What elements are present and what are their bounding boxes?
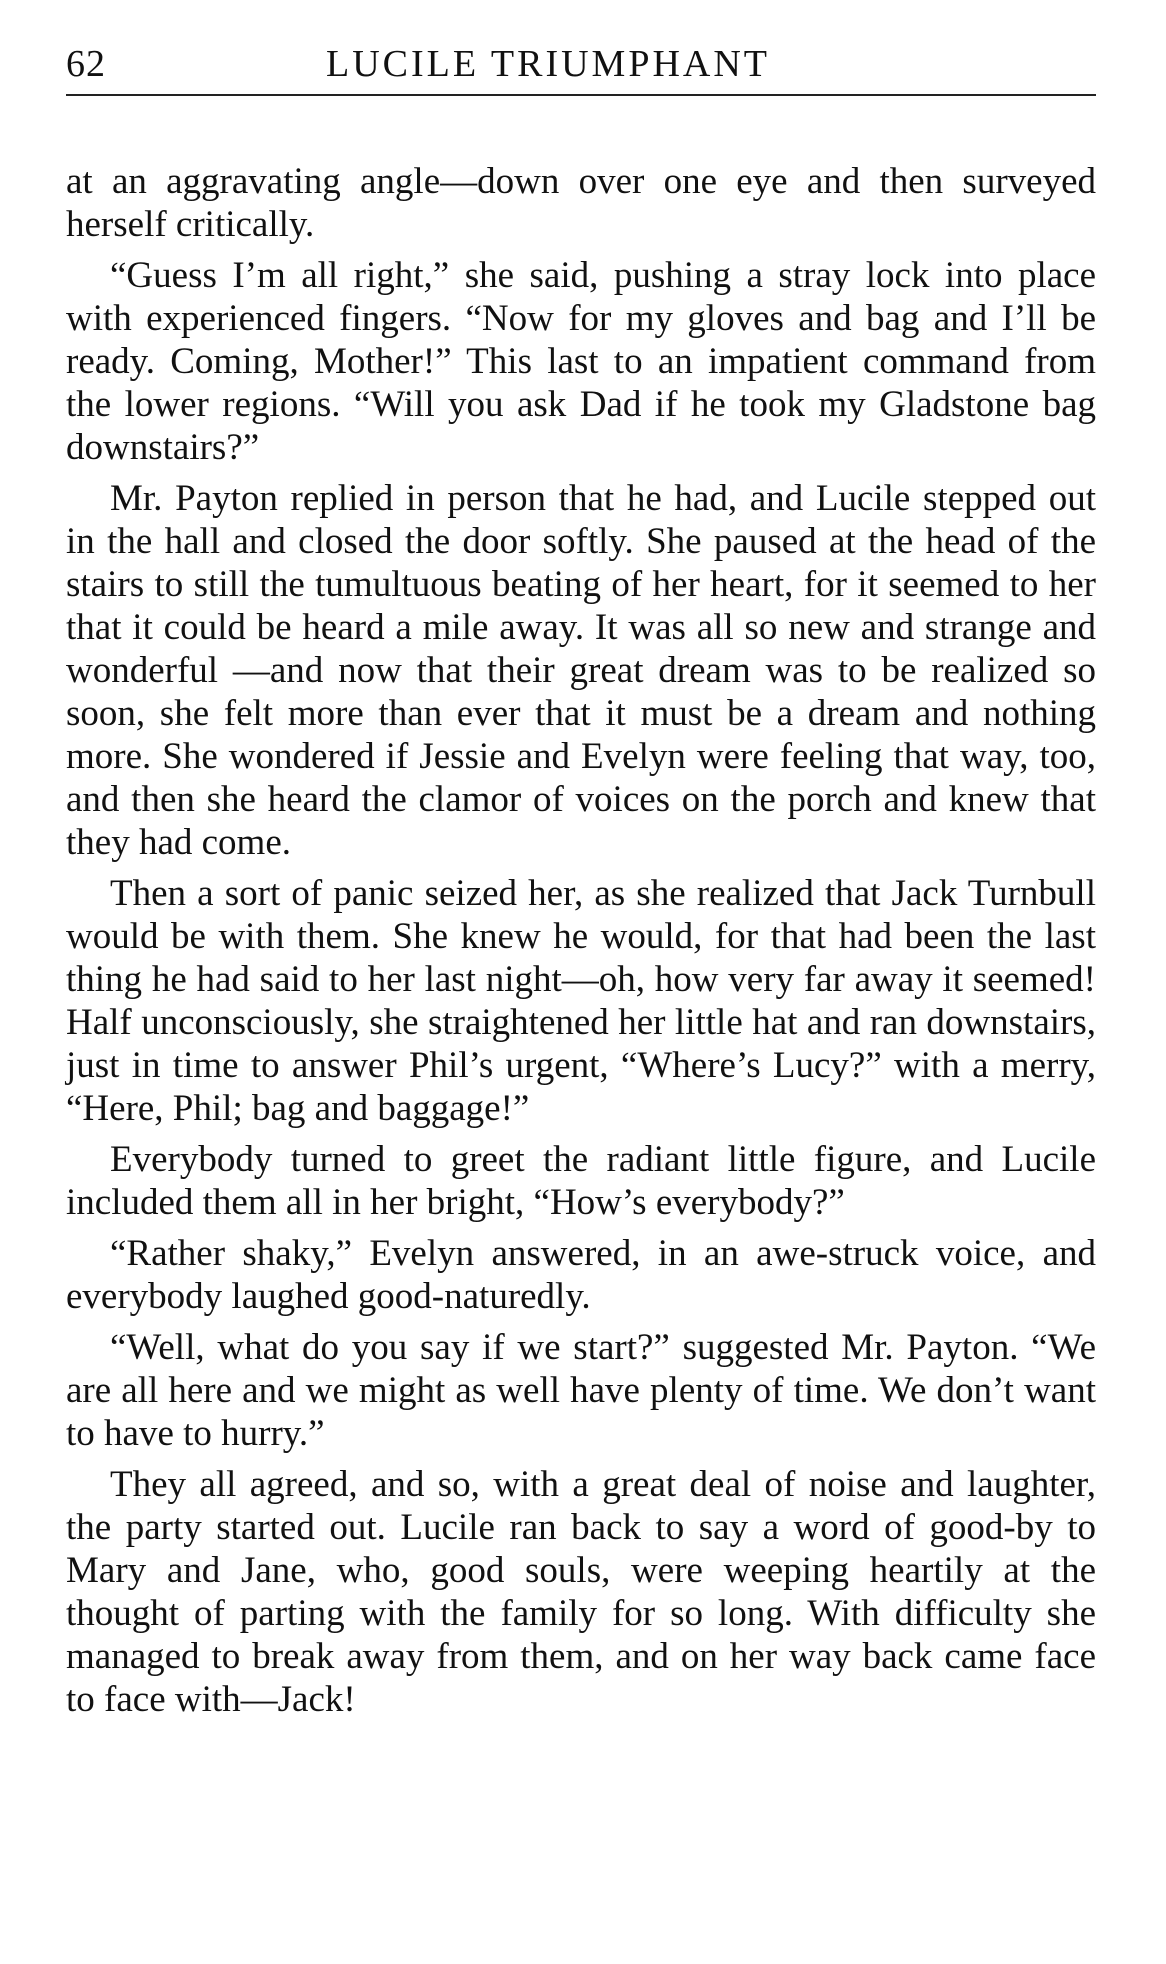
paragraph-continued: at an aggravating angle—down over one eye and then surveyed herself critically. [66,161,1096,245]
body-text [66,160,1096,1729]
paragraph: “Well, what do you say if we start?” suggested Mr. Payton. “We are all here and we might as well have plenty of time. We don’t want to have to hurry.” [66,1327,1096,1454]
page-number: 62 [66,43,106,85]
paragraph: They all agreed, and so, with a great deal of noise and laughter, the party started out. Lucile ran back to say a word of good-by to Mary and Jane, who, good souls, were weeping heartily at the thought of parting with the family for so long. With difficulty she managed to break away from them, and on her way back came face to face with—Jack! [66,1464,1096,1720]
running-title: LUCILE TRIUMPHANT [326,43,771,85]
paragraph: “Rather shaky,” Evelyn answered, in an awe-struck voice, and everybody laughed good-naturedly. [66,1233,1096,1317]
running-header [66,38,1096,96]
paragraph: Everybody turned to greet the radiant little figure, and Lucile included them all in her bright, “How’s everybody?” [66,1139,1096,1223]
paragraph: Mr. Payton replied in person that he had, and Lucile stepped out in the hall and closed the door softly. She paused at the head of the stairs to still the tumultuous beating of her heart, for it seemed to her that it could be heard a mile away. It was all so new and strange and wonderful —and now that their great dream was to be realized so soon, she felt more than ever that it must be a dream and nothing more. She wondered if Jessie and Evelyn were feeling that way, too, and then she heard the clamor of voices on the porch and knew that they had come. [66,478,1096,863]
paragraph: “Guess I’m all right,” she said, pushing a stray lock into place with experienced fingers. “Now for my gloves and bag and I’ll be ready. Coming, Mother!” This last to an impatient command from the lower regions. “Will you ask Dad if he took my Gladstone bag downstairs?” [66,255,1096,468]
paragraph: Then a sort of panic seized her, as she realized that Jack Turnbull would be with them. She knew he would, for that had been the last thing he had said to her last night—oh, how very far away it seemed! Half unconsciously, she straightened her little hat and ran downstairs, just in time to answer Phil’s urgent, “Where’s Lucy?” with a merry, “Here, Phil; bag and baggage!” [66,873,1096,1129]
